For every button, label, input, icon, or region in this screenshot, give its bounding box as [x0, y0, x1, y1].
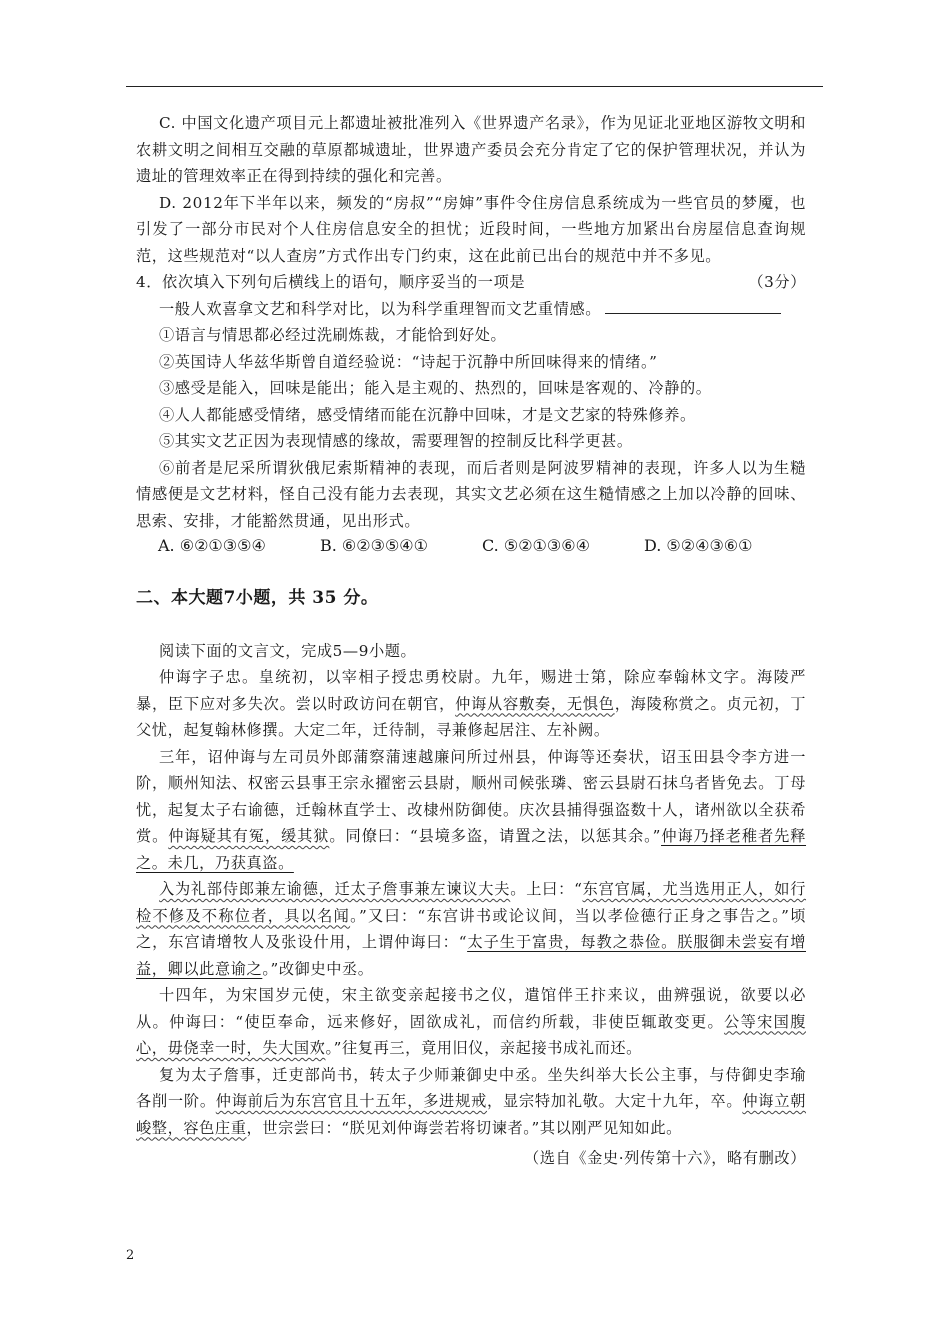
q4-option-c: C. ⑤②①③⑥④	[482, 536, 590, 555]
text-run: 十四年，为宋国岁元使，宋主欲变亲起接书之仪，遣馆伴王抃来议，曲辨强说，欲要以必从。仲诲曰：“使臣奉命，远来修好，固欲成礼，而信约所载，非使臣辄敢变更。	[136, 986, 806, 1031]
text-run: 复为太子詹事，迁吏部尚书，转太子少师兼御史中丞。坐失纠举大长公主事，与侍御史李瑜各削一阶。	[136, 1065, 806, 1110]
passage-paragraph-5	[136, 1062, 806, 1142]
q3-option-c: C. 中国文化遗产项目元上都遗址被批准列入《世界遗产名录》，作为见证北亚地区游牧文明和农耕文明之间相互交融的草原都城遗址，世界遗产委员会充分肯定了它的保护管理状况，并认为遗址的管理效率正在得到持续的强化和完善。	[136, 114, 806, 185]
text-run: 。”往复再三，竟用旧仪，亲起接书成礼而还。	[325, 1039, 642, 1057]
q4-option-a: A. ⑥②①③⑤④	[158, 536, 266, 555]
wavy-underline-text: 东宫官属，尤当选用正人，如行检不修及不称位者，具以名闻	[136, 880, 807, 925]
passage-paragraph-2	[136, 744, 806, 877]
q4-options	[136, 536, 806, 555]
q4-option-d: D. ⑤②④③⑥①	[644, 536, 753, 555]
q4-item-5: ⑤其实文艺正因为表现情感的缘故，需要理智的控制反比科学更甚。	[159, 432, 633, 450]
text-run: 。上曰：“	[510, 880, 583, 898]
section-2-instruction: 阅读下面的文言文，完成5—9小题。	[159, 641, 417, 660]
text-run: 。”改御史中丞。	[262, 959, 374, 978]
wavy-underline-text: 入为礼部侍郎兼左谕德，迁太子詹事兼左谏议大夫	[159, 880, 511, 898]
wavy-underline-text: 仲诲从容敷奏，无惧色	[455, 694, 615, 713]
q4-item-3: ③感受是能入，回味是能出；能入是主观的、热烈的，回味是客观的、冷静的。	[159, 379, 712, 397]
text-run: ，显宗特加礼敬。大定十九年，卒。	[487, 1092, 743, 1110]
page-number: 2	[126, 1248, 135, 1263]
header-rule	[126, 86, 823, 87]
text-run: 。”又曰：“东宫讲书或论议间，当以孝俭德行正身之事告之。”顷之，东宫请增牧人及张设什用，上谓仲诲曰：“	[136, 906, 806, 951]
text-run: ，海陵称赏之。贞元初，丁父忧，起复翰林修撰。大定二年，迁待制，寻兼修起居注、左补阙。	[136, 694, 807, 739]
q4-lead-text: 一般人欢喜拿文艺和科学对比，以为科学重理智而文艺重情感。	[159, 299, 602, 318]
wavy-underline-text: 仲诲前后为东宫官且十五年，多进规戒	[215, 1092, 488, 1110]
q4-score: （3分）	[748, 273, 806, 291]
text-run: 三年，诏仲诲与左司员外郎蒲察蒲速越廉问所过州县，仲诲等还奏状，诏玉田县令李方进一阶，顺州知法、权密云县事王宗永擢密云县尉，顺州司候张璘、密云县尉石抹乌者皆免去。丁母忧，起复太子右谕德，迁翰林直学士、改棣州防御使。庆次县捕得强盗数十人，诸州欲以全获希赏。	[136, 747, 806, 845]
q4-item-2: ②英国诗人华兹华斯曾自道经验说：“诗起于沉静中所回味得来的情绪。”	[159, 352, 658, 371]
q4-stem-row	[136, 269, 806, 296]
wavy-underline-text: 仲诲疑其有冤，缓其狱	[168, 827, 330, 845]
passage-paragraph-1	[136, 664, 806, 744]
text-run: ，世宗尝曰：“朕见刘仲诲尝若将切谏者。”其以刚严见知如此。	[246, 1118, 682, 1137]
answer-blank	[605, 299, 781, 314]
underlined-text: 太子生于富贵，每教之恭俭。朕服御未尝妄有增益，卿以此意谕之	[136, 933, 806, 978]
q4-option-b: B. ⑥②③⑤④①	[320, 536, 428, 555]
text-run: 仲诲字子忠。皇统初，以宰相子授忠勇校尉。九年，赐进士第，除应奉翰林文字。海陵严暴，臣下应对多失次。尝以时政访问在朝官，	[136, 668, 806, 713]
underlined-text: 仲诲乃择老稚者先释之。未几，乃获真盗。	[136, 827, 807, 872]
q4-item-6: ⑥前者是尼采所谓狄俄尼索斯精神的表现，而后者则是阿波罗精神的表现，许多人以为生糙情感便是文艺材料，怪自己没有能力去表现，其实文艺必须在这生糙情感之上加以冷静的回味、思索、安排，才能豁然贯通，见出形式。	[136, 458, 806, 530]
q4-stem: 4．依次填入下列句后横线上的语句，顺序妥当的一项是	[136, 273, 526, 291]
passage-paragraph-3	[136, 876, 806, 982]
text-run: 。同僚曰：“县境多盗，请置之法，以惩其余。”	[329, 827, 662, 845]
wavy-underline-text: 公等宋国腹心，毋侥幸一时，失大国欢	[136, 1012, 806, 1057]
q4-item-1: ①语言与情思都必经过洗刷炼裁，才能恰到好处。	[159, 326, 507, 344]
exam-page	[136, 110, 806, 1172]
q4-lead-sentence	[136, 296, 806, 323]
section-2-heading: 二、本大题7小题，共 35 分。	[136, 588, 379, 608]
passage-source: （选自《金史·列传第十六》，略有删改）	[523, 1149, 806, 1167]
wavy-underline-text: 仲诲立朝峻整，容色庄重	[136, 1092, 806, 1137]
passage-paragraph-4	[136, 982, 806, 1062]
q4-item-4: ④人人都能感受情绪，感受情绪而能在沉静中回味，才是文艺家的特殊修养。	[159, 405, 696, 424]
q3-option-d: D. 2012年下半年以来，频发的“房叔”“房婶”事件令住房信息系统成为一些官员的梦魇，也引发了一部分市民对个人住房信息安全的担忧；近段时间，一些地方加紧出台房屋信息查询规范，这些规范对“以人查房”方式作出专门约束，这在此前已出台的规范中并不多见。	[136, 193, 806, 265]
